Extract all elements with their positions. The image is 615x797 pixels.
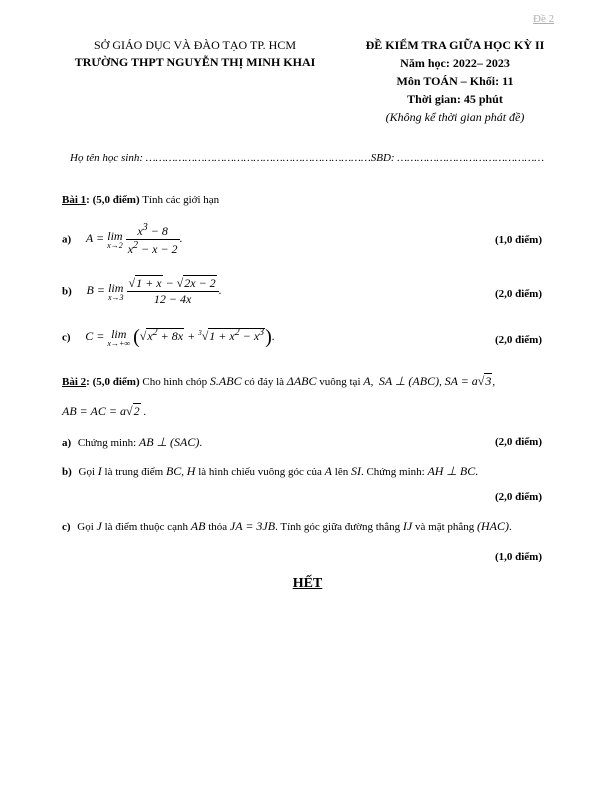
- item-label: a): [62, 233, 72, 246]
- item-label: c): [62, 331, 71, 344]
- bai1-c-points: (2,0 điểm): [494, 334, 542, 346]
- formula-a: A = lim x→2 $\frac{x^3 - 8}{x^2 - x - 2}$ .: [85, 222, 183, 256]
- exam-title: ĐỀ KIỂM TRA GIỮA HỌC KỲ II: [365, 38, 545, 52]
- bai2-item-c: c) Gọi J là điểm thuộc cạnh AB thỏa JA = 3JB. Tính góc giữa đường thẳng IJ và mặt phẳng (HAC).: [62, 519, 512, 533]
- bai2-b-text-3: là hình chiếu vuông góc của: [198, 466, 322, 478]
- school-name: TRƯỜNG THPT NGUYỄN THỊ MINH KHAI: [74, 55, 316, 69]
- student-name-field: Họ tên học sinh: ……………………………………………………………: [70, 152, 371, 164]
- item-label: b): [62, 466, 72, 478]
- bai2-c-points: (1,0 điểm): [494, 551, 542, 563]
- bai2-c-text-2: là điểm thuộc cạnh: [104, 521, 189, 533]
- bai1-a-points: (1,0 điểm): [494, 234, 542, 246]
- bai2-desc-1: Cho hình chóp: [142, 376, 208, 388]
- bai2-c-text-5: và mặt phẳng: [415, 521, 475, 533]
- bai2-item-a: a) Chứng minh: AB ⊥ (SAC).: [62, 435, 203, 449]
- student-info-line: [70, 152, 544, 164]
- bai1-item-c: [62, 326, 552, 349]
- duration-note: (Không kể thời gian phát đề): [385, 110, 525, 124]
- subject-grade: Môn TOÁN – Khối: 11: [396, 74, 514, 88]
- item-label: b): [62, 285, 72, 298]
- item-label: c): [62, 521, 71, 533]
- bai2-b-text-4: lên: [334, 466, 349, 478]
- bai2-c-text-4: . Tính góc giữa đường thẳng: [275, 521, 401, 533]
- bai1-title: Bài 1: [62, 194, 87, 206]
- bai2-heading: Bài 2: (5,0 điểm) Cho hình chóp S.ABC có đáy là ΔABC vuông tại A, SA ⊥ (ABC), SA = a√3,: [62, 374, 496, 388]
- school-year: Năm học: 2022– 2023: [400, 56, 510, 70]
- formula-b: B = lim x→3 $\frac{√1 + x - √2x - 2}{12 - 4x}$ .: [86, 276, 222, 306]
- bai2-b-points: (2,0 điểm): [494, 491, 542, 503]
- item-label: a): [62, 437, 72, 449]
- header-right: [330, 38, 580, 125]
- bai2-b-text-2: là trung điểm: [104, 466, 164, 478]
- formula-c: C = lim x→+∞ $(√x^2 + 8x + ^3√1 + x^2 - x^3)$.: [85, 326, 275, 348]
- bai2-given: AB = AC = a√2 .: [62, 404, 147, 418]
- student-id-field: SBD: ………………………………………: [370, 152, 545, 164]
- bai2-c-text-3: thỏa: [208, 521, 228, 533]
- bai2-b-text-5: . Chứng minh:: [360, 466, 425, 478]
- bai2-item-b: b) Gọi I là trung điểm BC, H là hình chiếu vuông góc của A lên SI. Chứng minh: AH ⊥ BC.: [62, 464, 478, 478]
- bai2-b-text-1: Gọi: [78, 466, 96, 478]
- bai2-title: Bài 2: [62, 376, 87, 388]
- bai2-a-points: (2,0 điểm): [494, 436, 542, 448]
- duration: Thời gian: 45 phút: [407, 92, 503, 106]
- bai1-desc: Tính các giới hạn: [142, 194, 220, 206]
- bai1-item-a: [62, 222, 552, 257]
- exam-version-tag: Đề 2: [533, 13, 555, 25]
- bai1-heading: [62, 194, 219, 206]
- bai1-item-b: [62, 276, 552, 307]
- bai2-desc-2: có đáy là: [244, 376, 285, 388]
- bai2-a-text: Chứng minh:: [77, 437, 137, 449]
- bai2-c-text-1: Gọi: [77, 521, 94, 533]
- bai2-desc-3: vuông tại: [319, 376, 361, 388]
- bai1-points: : (5,0 điểm): [86, 194, 140, 206]
- end-marker: HẾT: [292, 576, 323, 591]
- bai1-b-points: (2,0 điểm): [494, 288, 542, 300]
- bai2-points: : (5,0 điểm): [86, 376, 140, 388]
- department-name: SỞ GIÁO DỤC VÀ ĐÀO TẠO TP. HCM: [93, 38, 297, 52]
- header-left: [40, 38, 350, 70]
